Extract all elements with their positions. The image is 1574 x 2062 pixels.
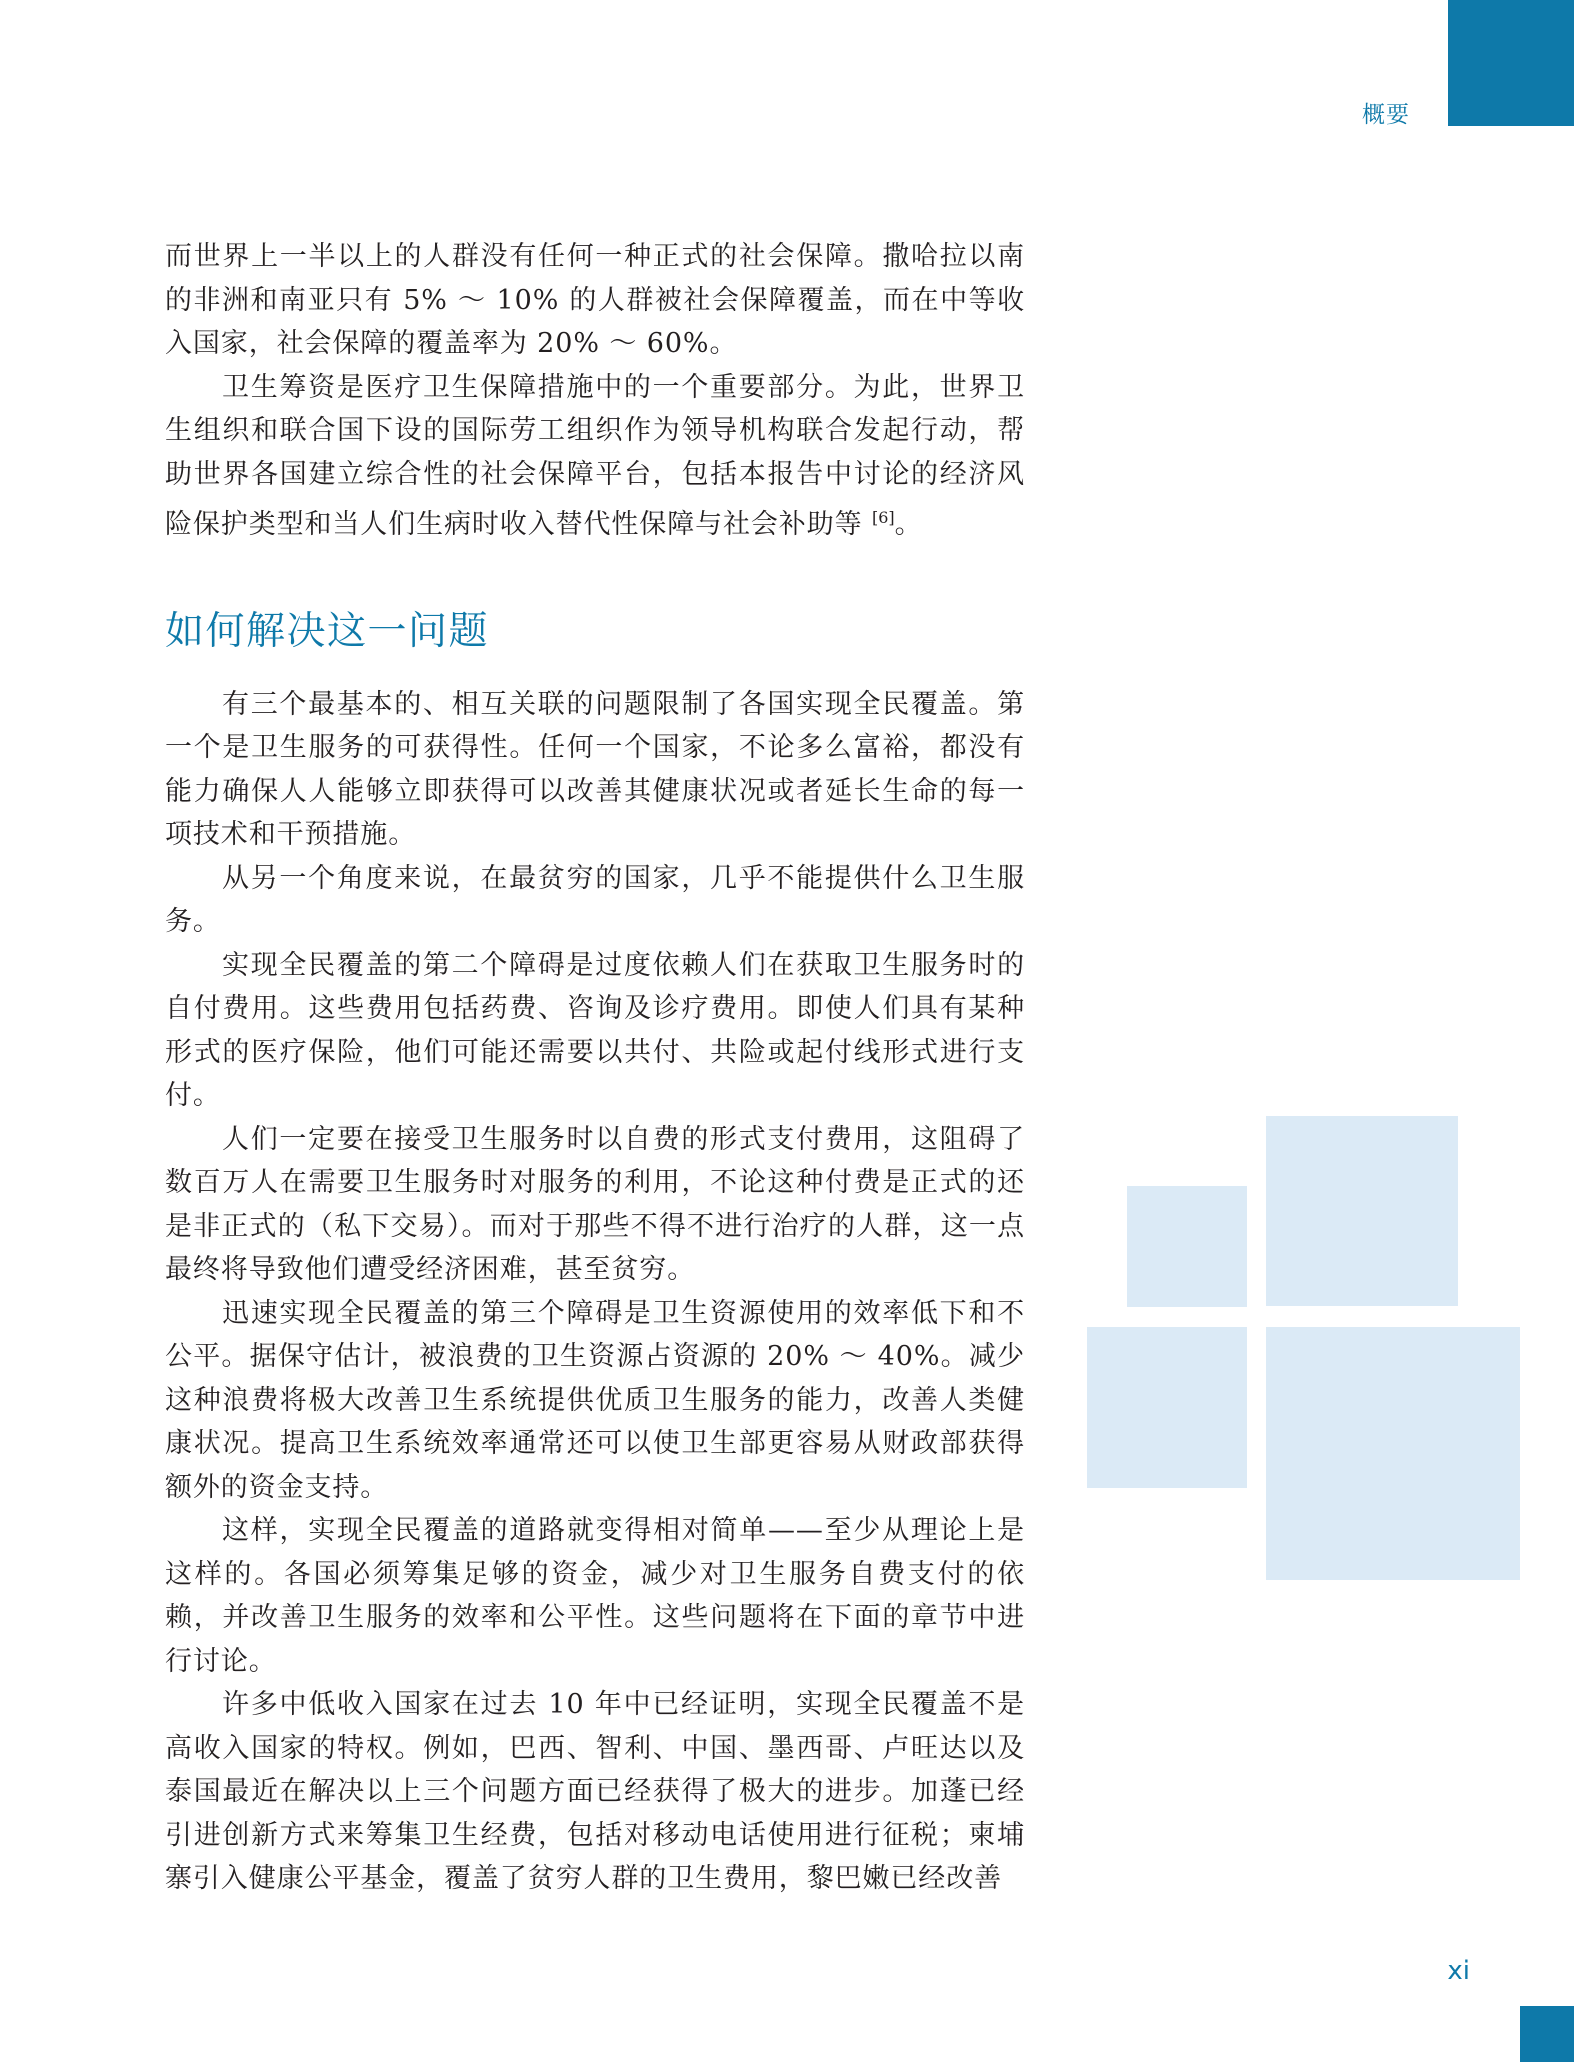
section-heading: 如何解决这一问题: [165, 608, 490, 654]
body-paragraph-4: 人们一定要在接受卫生服务时以自费的形式支付费用，这阻碍了数百万人在需要卫生服务时对服务的利用，不论这种付费是正式的还是非正式的（私下交易）。而对于那些不得不进行治疗的人群，这一点最终将导致他们遭受经济困难，甚至贫穷。: [165, 1123, 1025, 1285]
intro-paragraph-2: [165, 366, 1025, 547]
citation-mark: [6]: [871, 508, 895, 527]
intro-paragraph-2-tail: 。: [894, 509, 923, 540]
body-paragraph-2: 从另一个角度来说，在最贫穷的国家，几乎不能提供什么卫生服务。: [165, 862, 1025, 937]
body-paragraph-5: 迅速实现全民覆盖的第三个障碍是卫生资源使用的效率低下和不公平。据保守估计，被浪费的卫生资源占资源的 20% ～ 40%。减少这种浪费将极大改善卫生系统提供优质卫生服务的能力，改善人类健康状况。提高卫生系统效率通常还可以使卫生部更容易从财政部获得额外的资金支持。: [165, 1297, 1025, 1503]
body-paragraph-1: 有三个最基本的、相互关联的问题限制了各国实现全民覆盖。第一个是卫生服务的可获得性。任何一个国家，不论多么富裕，都没有能力确保人人能够立即获得可以改善其健康状况或者延长生命的每一项技术和干预措施。: [165, 688, 1025, 850]
body-paragraph-3: 实现全民覆盖的第二个障碍是过度依赖人们在获取卫生服务时的自付费用。这些费用包括药费、咨询及诊疗费用。即使人们具有某种形式的医疗保险，他们可能还需要以共付、共险或起付线形式进行支付。: [165, 949, 1025, 1111]
intro-paragraph-2-text: 卫生筹资是医疗卫生保障措施中的一个重要部分。为此，世界卫生组织和联合国下设的国际劳工组织作为领导机构联合发起行动，帮助世界各国建立综合性的社会保障平台，包括本报告中讨论的经济风险保护类型和当人们生病时收入替代性保障与社会补助等: [165, 371, 1025, 540]
decor-square-top-right: [1266, 1116, 1458, 1306]
corner-tab: [1448, 0, 1574, 126]
page-number: xi: [1447, 1956, 1470, 1986]
running-head: 概要: [1362, 102, 1410, 128]
text-column: [165, 235, 1025, 1901]
bottom-tab: [1520, 2006, 1574, 2062]
decor-square-bottom-left: [1087, 1327, 1247, 1488]
body-paragraph-7: 许多中低收入国家在过去 10 年中已经证明，实现全民覆盖不是高收入国家的特权。例如，巴西、智利、中国、墨西哥、卢旺达以及泰国最近在解决以上三个问题方面已经获得了极大的进步。加蓬已经引进创新方式来筹集卫生经费，包括对移动电话使用进行征税；柬埔寨引入健康公平基金，覆盖了贫穷人群的卫生费用，黎巴嫩已经改善: [165, 1689, 1025, 1894]
intro-paragraph-1: 而世界上一半以上的人群没有任何一种正式的社会保障。撒哈拉以南的非洲和南亚只有 5% ～ 10% 的人群被社会保障覆盖，而在中等收入国家，社会保障的覆盖率为 20% ～ 60%。: [165, 241, 1025, 359]
decor-square-bottom-right: [1266, 1327, 1520, 1580]
body-paragraph-6: 这样，实现全民覆盖的道路就变得相对简单——至少从理论上是这样的。各国必须筹集足够的资金，减少对卫生服务自费支付的依赖，并改善卫生服务的效率和公平性。这些问题将在下面的章节中进行讨论。: [165, 1515, 1025, 1677]
decor-square-top-left: [1127, 1186, 1247, 1307]
